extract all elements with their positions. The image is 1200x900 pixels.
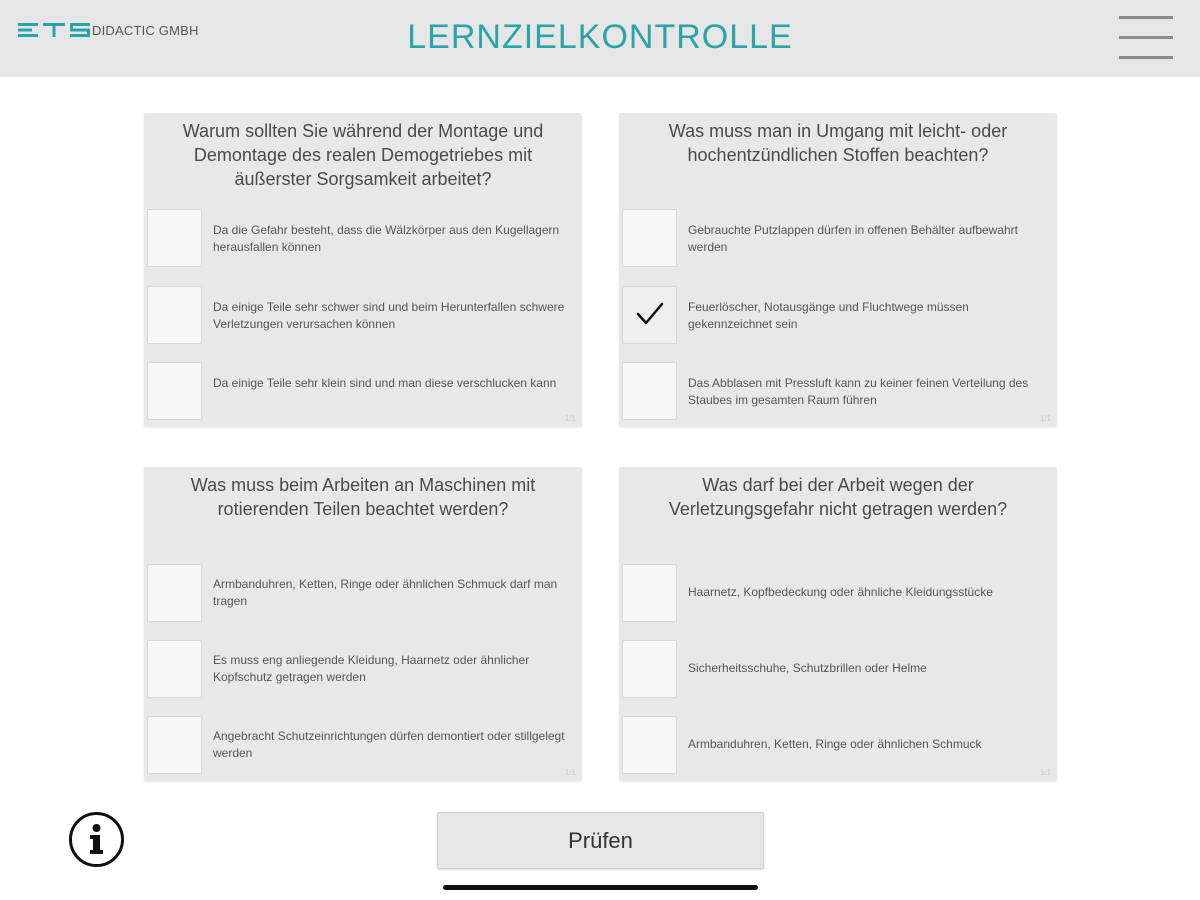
answer-checkbox[interactable] [147, 286, 202, 344]
answer-option [147, 564, 579, 624]
answer-label: Es muss eng anliegende Kleidung, Haarnetz oder ähnlicher Kopfschutz getragen werden [213, 653, 530, 684]
answer-option [622, 564, 1054, 624]
answer-checkbox[interactable] [622, 362, 677, 420]
answer-option [147, 209, 579, 269]
answer-option [147, 362, 579, 422]
answer-checkbox[interactable] [622, 640, 677, 698]
answer-label: Da einige Teile sehr schwer sind und beim Herunterfallen schwere Verletzungen verursachen können [213, 300, 565, 331]
info-icon[interactable] [69, 812, 124, 867]
answer-label: Haarnetz, Kopfbedeckung oder ähnliche Kleidungsstücke [688, 585, 993, 599]
home-indicator[interactable] [443, 885, 758, 890]
answer-option [147, 286, 579, 346]
answer-option [622, 362, 1054, 422]
card-pager: 1/1 [1039, 414, 1051, 423]
answer-label: Armbanduhren, Ketten, Ringe oder ähnlichen Schmuck darf man tragen [213, 577, 558, 608]
quiz-card [619, 467, 1057, 781]
answer-option [622, 209, 1054, 269]
answer-option [622, 640, 1054, 700]
checkmark-icon [635, 299, 665, 329]
answer-checkbox[interactable] [622, 209, 677, 267]
question-text: Was muss beim Arbeiten an Maschinen mit rotierenden Teilen beachtet werden? [190, 475, 536, 519]
answer-label: Armbanduhren, Ketten, Ringe oder ähnlichen Schmuck [688, 737, 982, 751]
question-text: Was muss man in Umgang mit leicht- oder hochentzündlichen Stoffen beachten? [668, 121, 1008, 165]
answer-checkbox[interactable] [147, 362, 202, 420]
quiz-card [619, 113, 1057, 427]
check-button[interactable]: Prüfen [437, 812, 764, 869]
answer-label: Da die Gefahr besteht, dass die Wälzkörper aus den Kugellagern herausfallen können [213, 223, 560, 254]
quiz-card [144, 113, 582, 427]
answer-label: Feuerlöscher, Notausgänge und Fluchtwege müssen gekennzeichnet sein [688, 300, 969, 331]
answer-checkbox[interactable] [622, 716, 677, 774]
answer-label: Das Abblasen mit Pressluft kann zu keiner feinen Verteilung des Staubes im gesamten Raum führen [688, 376, 1029, 407]
answer-checkbox[interactable] [147, 209, 202, 267]
answer-option [622, 286, 1054, 346]
hamburger-menu-icon[interactable] [1116, 12, 1176, 64]
card-pager: 1/1 [564, 414, 576, 423]
answer-checkbox[interactable] [147, 640, 202, 698]
answer-option [622, 716, 1054, 776]
answer-option [147, 640, 579, 700]
answer-label: Gebrauchte Putzlappen dürfen in offenen Behälter aufbewahrt werden [688, 223, 1019, 254]
answer-label: Da einige Teile sehr klein sind und man diese verschlucken kann [213, 376, 557, 390]
page-title: LERNZIELKONTROLLE [407, 18, 793, 56]
question-text: Warum sollten Sie während der Montage und Demontage des realen Demogetriebes mit äußerster Sorgsamkeit arbeitet? [182, 121, 544, 189]
card-pager: 1/1 [564, 768, 576, 777]
header-bar [0, 0, 1200, 77]
card-pager: 1/1 [1039, 768, 1051, 777]
answer-checkbox[interactable] [622, 564, 677, 622]
answer-label: Sicherheitsschuhe, Schutzbrillen oder Helme [688, 661, 927, 675]
logo-text: DIDACTIC GMBH [92, 22, 199, 38]
answer-checkbox[interactable] [147, 716, 202, 774]
answer-option [147, 716, 579, 776]
quiz-card [144, 467, 582, 781]
info-glyph-icon [72, 815, 121, 864]
answer-label: Angebracht Schutzeinrichtungen dürfen demontiert oder stillgelegt werden [213, 729, 565, 760]
question-text: Was darf bei der Arbeit wegen der Verletzungsgefahr nicht getragen werden? [668, 475, 1008, 519]
answer-checkbox-checked[interactable] [622, 286, 677, 344]
answer-checkbox[interactable] [147, 564, 202, 622]
